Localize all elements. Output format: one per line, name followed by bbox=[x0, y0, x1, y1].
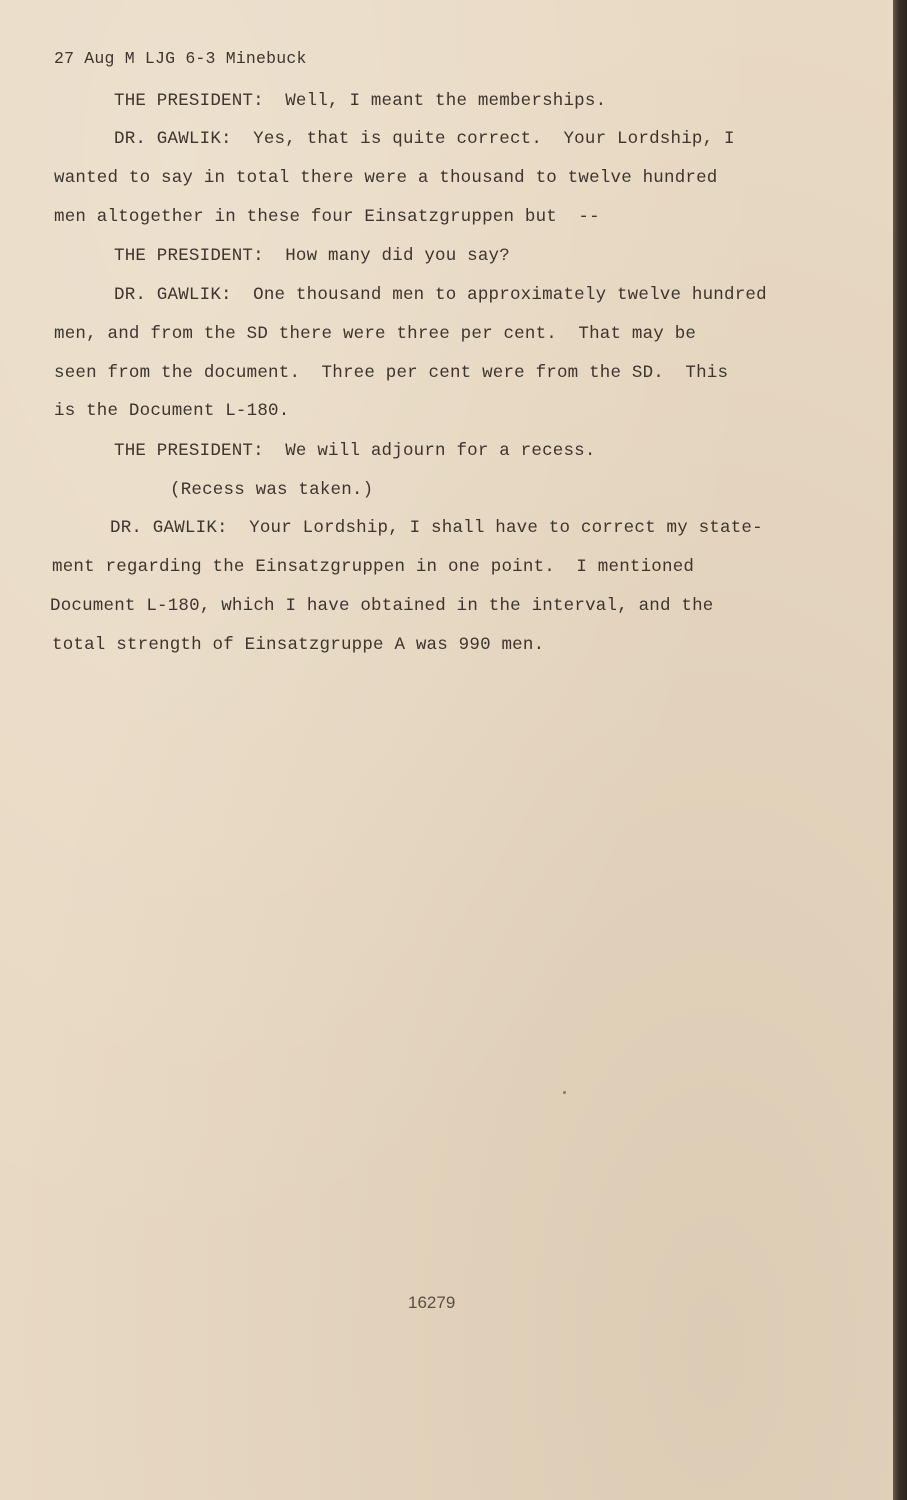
transcript-line: men altogether in these four Einsatzgruppen but -- bbox=[54, 207, 600, 227]
transcript-line: men, and from the SD there were three per cent. That may be bbox=[54, 324, 697, 344]
page-edge-shadow bbox=[893, 0, 907, 1500]
transcript-line: ment regarding the Einsatzgruppen in one point. I mentioned bbox=[52, 557, 695, 577]
transcript-line: DR. GAWLIK: One thousand men to approximately twelve hundred bbox=[114, 285, 767, 305]
transcript-line: wanted to say in total there were a thousand to twelve hundred bbox=[54, 168, 718, 188]
page-header: 27 Aug M LJG 6-3 Minebuck bbox=[54, 49, 307, 68]
transcript-line: DR. GAWLIK: Your Lordship, I shall have to correct my state- bbox=[110, 518, 763, 538]
transcript-line: (Recess was taken.) bbox=[170, 480, 374, 500]
transcript-line: is the Document L-180. bbox=[54, 401, 290, 421]
transcript-line: total strength of Einsatzgruppe A was 990 men. bbox=[52, 635, 545, 655]
transcript-line: THE PRESIDENT: We will adjourn for a recess. bbox=[114, 441, 596, 461]
transcript-line: seen from the document. Three per cent were from the SD. This bbox=[54, 363, 729, 383]
transcript-line: DR. GAWLIK: Yes, that is quite correct. Your Lordship, I bbox=[114, 129, 735, 149]
paper-speck bbox=[563, 1091, 566, 1094]
page-number: 16279 bbox=[408, 1293, 456, 1312]
transcript-line: THE PRESIDENT: How many did you say? bbox=[114, 246, 510, 266]
transcript-line: Document L-180, which I have obtained in the interval, and the bbox=[50, 596, 714, 616]
transcript-line: THE PRESIDENT: Well, I meant the memberships. bbox=[114, 91, 607, 111]
